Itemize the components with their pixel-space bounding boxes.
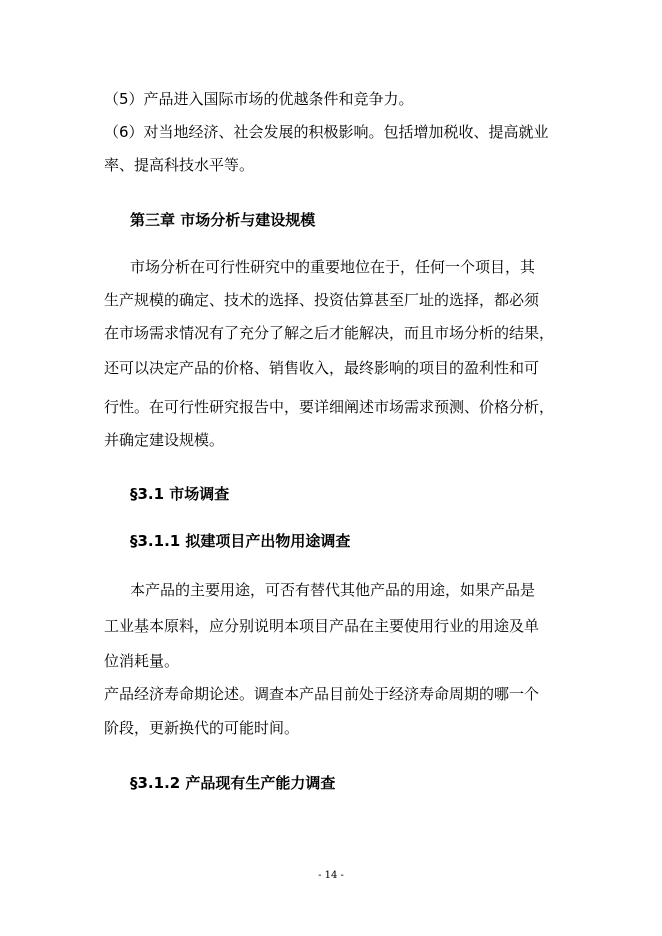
list-item-5: （5）产品进入国际市场的优越条件和竞争力。 bbox=[104, 90, 414, 108]
list-item-6-continued: 率、提高科技水平等。 bbox=[104, 156, 255, 174]
paragraph-line: 行性。在可行性研究报告中，要详细阐述市场需求预测、价格分析， bbox=[104, 398, 555, 416]
subsection-heading: §3.1.1 拟建项目产出物用途调查 bbox=[130, 532, 351, 550]
chapter-heading: 第三章 市场分析与建设规模 bbox=[130, 211, 316, 229]
paragraph-line: 生产规模的确定、技术的选择、投资估算甚至厂址的选择，都必须 bbox=[104, 291, 540, 309]
paragraph-line: 并确定建设规模。 bbox=[104, 431, 225, 449]
subsection-heading: §3.1.2 产品现有生产能力调查 bbox=[130, 774, 336, 792]
paragraph-line: 在市场需求情况有了充分了解之后才能解决，而且市场分析的结果， bbox=[104, 324, 555, 342]
list-item-6: （6）对当地经济、社会发展的积极影响。包括增加税收、提高就业 bbox=[104, 123, 549, 141]
section-heading: §3.1 市场调查 bbox=[130, 485, 230, 503]
paragraph-line: 本产品的主要用途，可否有替代其他产品的用途，如果产品是 bbox=[130, 581, 536, 599]
paragraph-line: 工业基本原料，应分别说明本项目产品在主要使用行业的用途及单 bbox=[104, 617, 540, 635]
paragraph-line: 位消耗量。 bbox=[104, 652, 180, 670]
paragraph-line: 产品经济寿命期论述。调查本产品目前处于经济寿命周期的哪一个 bbox=[104, 685, 540, 703]
paragraph-line: 还可以决定产品的价格、销售收入，最终影响的项目的盈利性和可 bbox=[104, 359, 540, 377]
page-number: - 14 - bbox=[318, 870, 344, 881]
paragraph-line: 市场分析在可行性研究中的重要地位在于，任何一个项目，其 bbox=[130, 258, 536, 276]
paragraph-line: 阶段，更新换代的可能时间。 bbox=[104, 719, 300, 737]
